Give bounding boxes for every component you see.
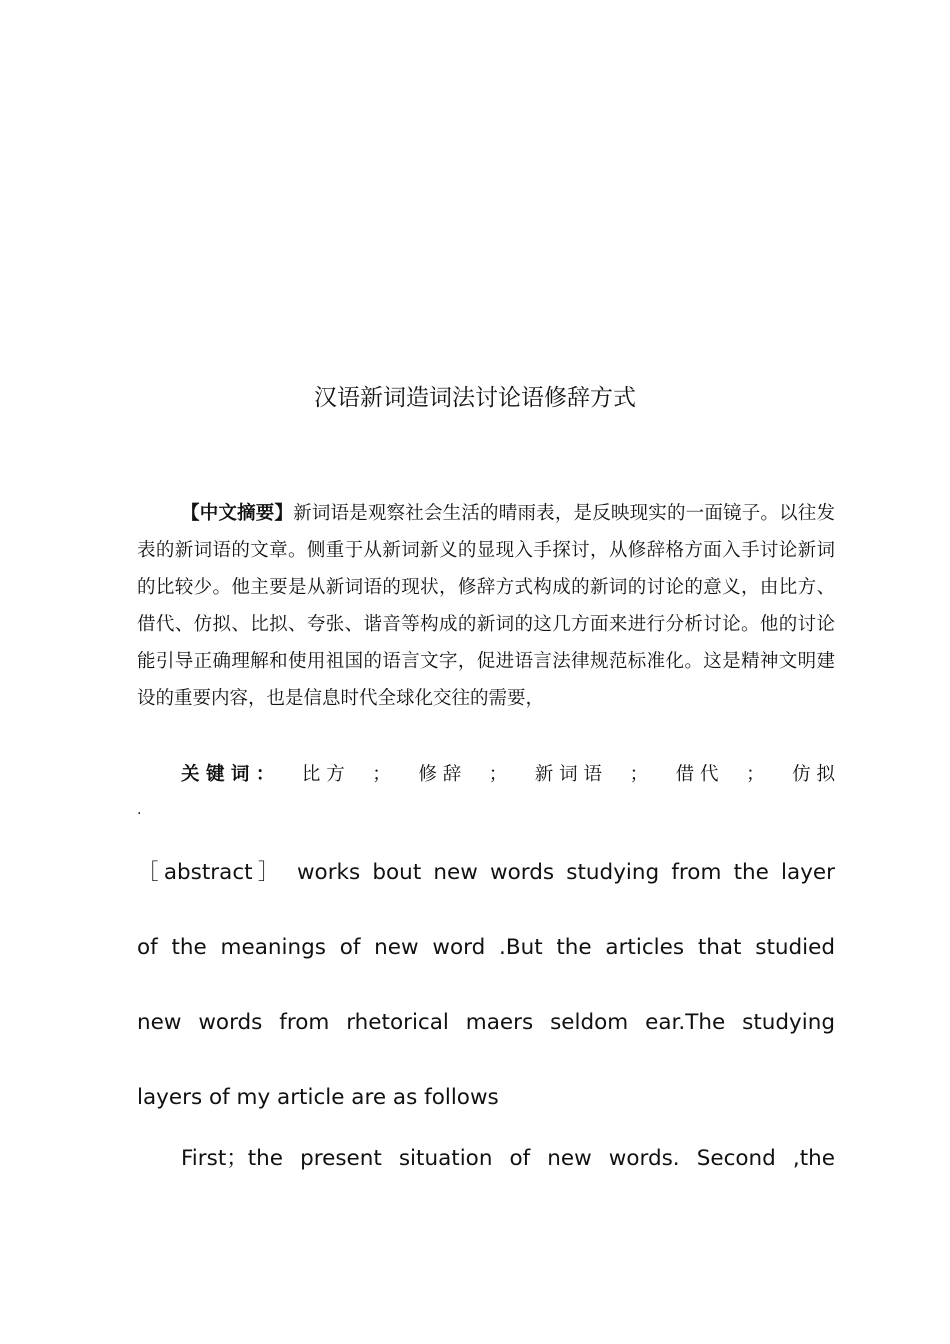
- english-abstract: [137, 835, 835, 1135]
- keyword-separator: ；: [488, 763, 508, 785]
- keyword-item: 借 代: [675, 763, 719, 785]
- keyword-separator: ；: [372, 763, 391, 785]
- document-title: 汉语新词造词法讨论语修辞方式: [314, 385, 636, 411]
- keyword-item: 新 词 语: [534, 763, 603, 785]
- english-abstract-line: layers of my article are as follows: [137, 1085, 499, 1110]
- english-abstract-line: ［abstract］ works bout new words studying from the layer: [137, 860, 835, 885]
- chinese-abstract-text: 新词语是观察社会生活的晴雨表，是反映现实的一面镜子。以往发表的新词语的文章。侧重于从新词新义的显现入手探讨，从修辞格方面入手讨论新词的比较少。他主要是从新词语的现状，修辞方式构成的新词的讨论的意义，由比方、借代、仿拟、比拟、夸张、谐音等构成的新词的这几方面来进行分析讨论。他的讨论能引导正确理解和使用祖国的语言文字，促进语言法律规范标准化。这是精神文明建设的重要内容，也是信息时代全球化交往的需要，: [137, 503, 835, 709]
- keywords-line: [137, 754, 835, 791]
- keyword-item: 仿 拟: [792, 763, 835, 785]
- keyword-item: 比 方: [301, 763, 345, 785]
- keyword-item: 修 辞: [418, 763, 462, 785]
- keywords-label: 关 键 词 ：: [181, 763, 275, 785]
- english-abstract-line: of the meanings of new word .But the articles that studied: [137, 935, 835, 960]
- english-abstract-line: new words from rhetorical maers seldom ear.The studying: [137, 1010, 835, 1035]
- keyword-separator: ；: [746, 763, 765, 785]
- chinese-abstract-label: 【中文摘要】: [181, 503, 294, 524]
- english-paragraph: First；the present situation of new words. Second ,the: [181, 1146, 835, 1171]
- chinese-abstract: [137, 495, 835, 717]
- keywords-trailing-dot: .: [137, 802, 142, 818]
- keyword-separator: ；: [629, 763, 649, 785]
